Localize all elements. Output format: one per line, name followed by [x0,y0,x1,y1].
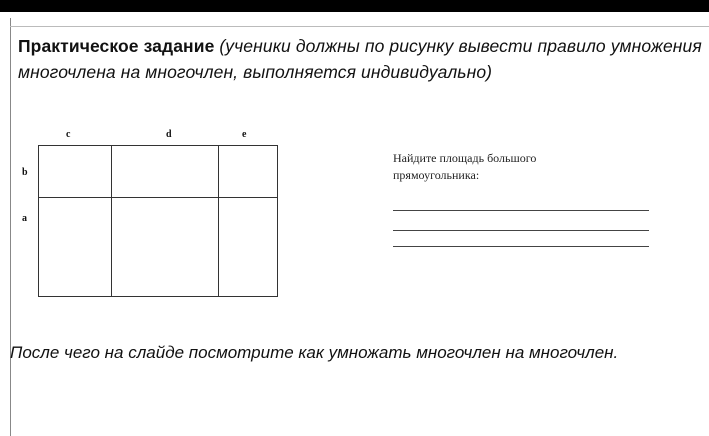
answer-line-3 [393,246,649,247]
answer-line-2 [393,230,649,231]
big-rectangle [38,145,278,297]
row-label-b: b [22,167,28,178]
rectangle-figure [8,125,308,305]
grid-divider-horizontal [38,197,278,198]
answer-line-1 [393,210,649,211]
top-black-bar [0,0,709,12]
task-heading [18,33,706,85]
row-label-a: a [22,213,27,224]
grid-divider-vertical-1 [111,145,112,297]
column-label-d: d [166,129,172,140]
grid-divider-vertical-2 [218,145,219,297]
column-label-c: c [66,129,71,140]
heading-italic: (ученики должны по рисунку вывести правило умножения многочлена на многочлен, выполняется индивидуально) [18,36,702,82]
frame-top-border [10,26,709,27]
task-instruction: Найдите площадь большого прямоугольника: [393,151,537,182]
footer-instruction: После чего на слайде посмотрите как умножать многочлен на многочлен. [10,343,619,362]
column-label-e: e [242,129,247,140]
heading-bold: Практическое задание [18,36,215,56]
